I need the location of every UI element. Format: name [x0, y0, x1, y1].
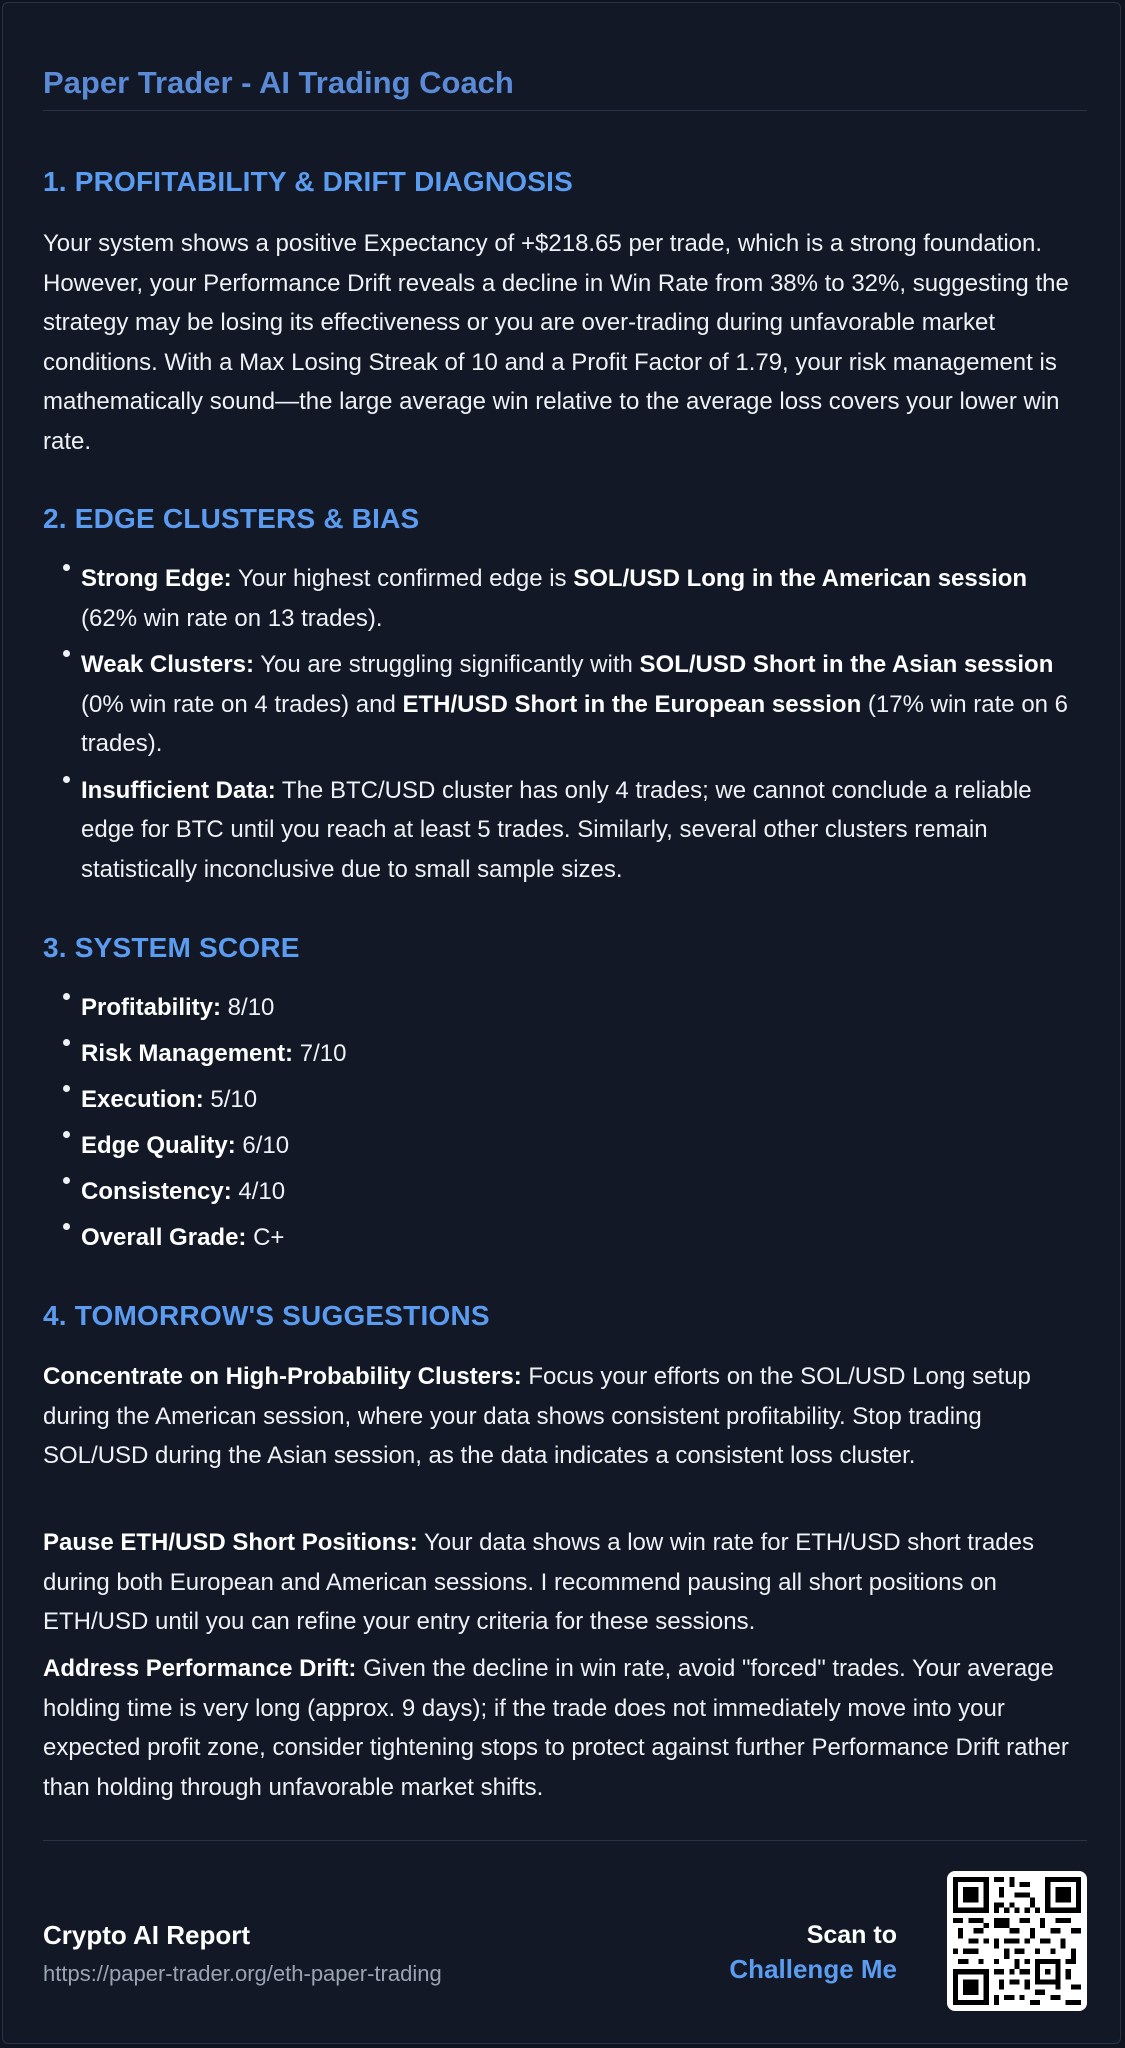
suggestion-label: Concentrate on High-Probability Clusters: [43, 1363, 522, 1390]
score-label: Risk Management: [81, 1040, 294, 1067]
list-item-strong-edge [43, 559, 1087, 638]
bullet-dot [63, 993, 70, 1000]
title-divider [43, 110, 1087, 111]
bullet-label: Strong Edge: [81, 565, 232, 592]
bullet-text: (17% win rate on 6 trades). [81, 690, 1069, 757]
suggestion-label: Address Performance Drift: [43, 1655, 357, 1682]
bullet-bold-text: SOL/USD Short in the Asian session [639, 651, 1054, 678]
bullet-label: Weak Clusters: [81, 651, 254, 678]
score-item-risk-management [43, 1034, 1087, 1074]
challenge-me-label: Challenge Me [729, 1954, 897, 1984]
suggestion-text: Your data shows a low win rate for ETH/USD short trades during both European and American sessions. I recommend pausing all short positions on ETH/USD until you can refine your entry criteria for these sessions. [43, 1529, 1034, 1635]
score-value: 5/10 [203, 1086, 258, 1113]
score-item-profitability [43, 988, 1087, 1028]
section-title-profitability: 1. PROFITABILITY & DRIFT DIAGNOSIS [43, 166, 574, 197]
list-item-insufficient-data [43, 771, 1087, 890]
score-value: 6/10 [235, 1132, 290, 1159]
bullet-text: You are struggling significantly with [253, 651, 640, 678]
suggestion-label: Pause ETH/USD Short Positions: [43, 1529, 418, 1556]
section-title-edge-clusters: 2. EDGE CLUSTERS & BIAS [43, 503, 420, 534]
bullet-dot [63, 1223, 70, 1230]
score-label: Overall Grade: [81, 1224, 247, 1251]
bullet-dot [63, 1131, 70, 1138]
score-label: Profitability: [81, 994, 222, 1021]
suggestion-text: Focus your efforts on the SOL/USD Long setup during the American session, where your data shows consistent profitability. Stop trading SOL/USD during the Asian session, as the data indicates a consistent loss cluster. [43, 1363, 1031, 1469]
system-score-list [43, 988, 1087, 1264]
suggestion-high-probability [43, 1357, 1087, 1476]
score-label: Execution: [81, 1086, 204, 1113]
report-card [2, 2, 1121, 2044]
qr-code-graphic [953, 1877, 1081, 2005]
score-item-edge-quality [43, 1126, 1087, 1166]
section-title-system-score: 3. SYSTEM SCORE [43, 932, 300, 963]
scan-to-label: Scan to [806, 1921, 897, 1949]
score-value: 4/10 [231, 1178, 286, 1205]
bullet-text: The BTC/USD cluster has only 4 trades; we cannot conclude a reliable edge for BTC until you reach at least 5 trades. Similarly, several other clusters remain statistically inconclusive due to small sample sizes. [81, 776, 1032, 883]
bullet-dot [63, 564, 70, 571]
bullet-dot [63, 1039, 70, 1046]
bullet-dot [63, 1177, 70, 1184]
score-label: Consistency: [81, 1178, 232, 1205]
profitability-paragraph: Your system shows a positive Expectancy of +$218.65 per trade, which is a strong foundation. However, your Performance Drift reveals a decline in Win Rate from 38% to 32%, suggesting the strategy may be losing its effectiveness or you are over-trading during unfavorable market conditions. With a Max Losing Streak of 10 and a Profit Factor of 1.79, your risk management is mathematically sound—the large average win relative to the average loss covers your lower win rate. [43, 230, 1069, 455]
bullet-text: (62% win rate on 13 trades). [81, 604, 383, 632]
score-item-consistency [43, 1172, 1087, 1212]
bullet-bold-text: ETH/USD Short in the European session [402, 690, 862, 718]
footer-divider [43, 1840, 1087, 1841]
app-title: Paper Trader - AI Trading Coach [43, 65, 514, 100]
bullet-dot [63, 650, 70, 657]
bullet-label: Insufficient Data: [81, 776, 276, 804]
score-value: C+ [246, 1224, 285, 1251]
score-item-execution [43, 1080, 1087, 1120]
footer-url-link[interactable]: https://paper-trader.org/eth-paper-trading [43, 1961, 442, 1986]
list-item-weak-clusters [43, 645, 1087, 764]
suggestion-performance-drift [43, 1649, 1087, 1807]
bullet-dot [63, 776, 70, 783]
score-item-overall-grade [43, 1218, 1087, 1258]
score-value: 8/10 [221, 994, 275, 1021]
section-title-suggestions: 4. TOMORROW'S SUGGESTIONS [43, 1300, 490, 1331]
score-label: Edge Quality: [81, 1132, 236, 1159]
bullet-bold-text: SOL/USD Long in the American session [573, 565, 1028, 592]
edge-clusters-list [43, 559, 1087, 896]
qr-code-icon[interactable] [947, 1871, 1087, 2011]
bullet-text: Your highest confirmed edge is [231, 565, 574, 592]
suggestion-pause-eth-short [43, 1523, 1087, 1642]
suggestion-text: Given the decline in win rate, avoid "forced" trades. Your average holding time is very long (approx. 9 days); if the trade does not immediately move into your expected profit zone, consider tightening stops to protect against further Performance Drift rather than holding through unfavorable market shifts. [43, 1655, 1069, 1801]
bullet-dot [63, 1085, 70, 1092]
footer-report-label: Crypto AI Report [43, 1920, 251, 1950]
score-value: 7/10 [293, 1040, 347, 1067]
bullet-text: (0% win rate on 4 trades) and [81, 690, 403, 718]
